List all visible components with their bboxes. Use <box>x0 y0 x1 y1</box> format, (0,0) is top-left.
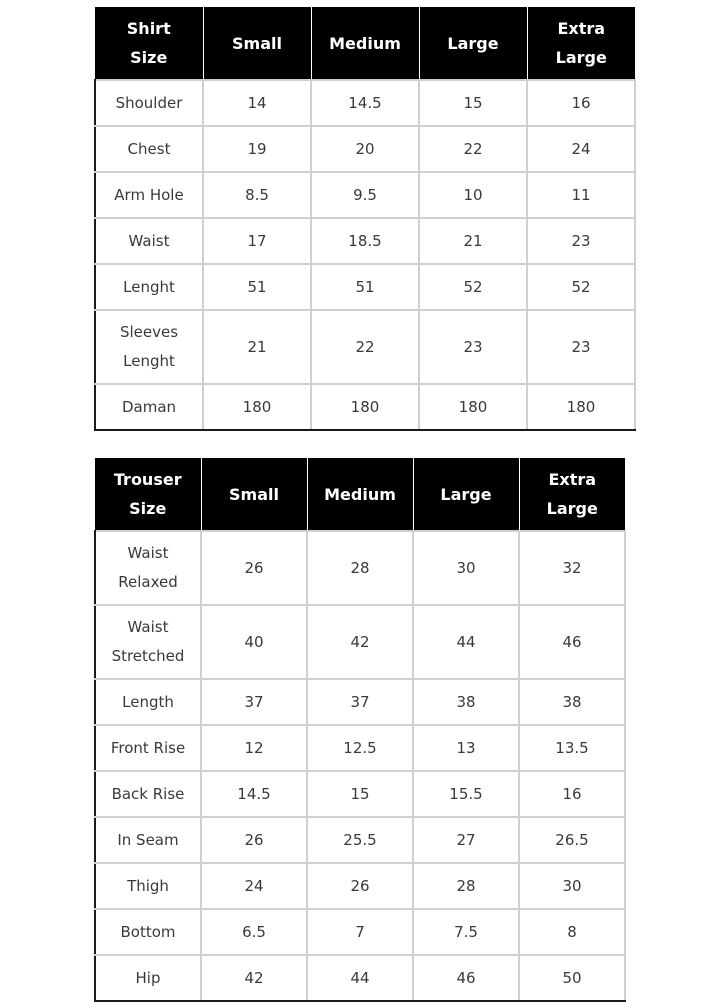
measurement-value: 52 <box>419 264 527 310</box>
measurement-label: Hip <box>95 955 201 1001</box>
measurement-value: 30 <box>519 863 625 909</box>
table-row <box>95 679 625 725</box>
measurement-label: Front Rise <box>95 725 201 771</box>
measurement-value: 26 <box>201 817 307 863</box>
measurement-label: Lenght <box>95 264 203 310</box>
measurement-value: 15 <box>419 80 527 126</box>
table-row <box>95 80 635 126</box>
trouser-size-table <box>94 458 626 1002</box>
measurement-value: 32 <box>519 531 625 605</box>
measurement-label: Back Rise <box>95 771 201 817</box>
shirt-header-cell: Extra Large <box>527 7 635 80</box>
shirt-header-cell: Small <box>203 7 311 80</box>
measurement-value: 24 <box>527 126 635 172</box>
shirt-size-table <box>94 7 636 431</box>
trouser-header-cell: Extra Large <box>519 458 625 531</box>
measurement-value: 13 <box>413 725 519 771</box>
table-row <box>95 863 625 909</box>
measurement-label: Thigh <box>95 863 201 909</box>
measurement-value: 20 <box>311 126 419 172</box>
measurement-value: 42 <box>201 955 307 1001</box>
measurement-value: 9.5 <box>311 172 419 218</box>
measurement-value: 37 <box>307 679 413 725</box>
table-row <box>95 909 625 955</box>
measurement-value: 21 <box>203 310 311 384</box>
measurement-value: 14.5 <box>311 80 419 126</box>
measurement-value: 22 <box>419 126 527 172</box>
measurement-value: 26 <box>307 863 413 909</box>
measurement-value: 51 <box>203 264 311 310</box>
measurement-value: 17 <box>203 218 311 264</box>
measurement-value: 46 <box>413 955 519 1001</box>
shirt-header-cell: Large <box>419 7 527 80</box>
measurement-value: 26.5 <box>519 817 625 863</box>
measurement-value: 46 <box>519 605 625 679</box>
table-row <box>95 605 625 679</box>
measurement-value: 15 <box>307 771 413 817</box>
table-row <box>95 126 635 172</box>
measurement-label: Chest <box>95 126 203 172</box>
measurement-value: 50 <box>519 955 625 1001</box>
measurement-value: 19 <box>203 126 311 172</box>
measurement-label: Waist <box>95 218 203 264</box>
measurement-value: 16 <box>527 80 635 126</box>
measurement-label: In Seam <box>95 817 201 863</box>
measurement-value: 38 <box>519 679 625 725</box>
measurement-value: 11 <box>527 172 635 218</box>
shirt-header-row <box>95 7 635 80</box>
measurement-label: Shoulder <box>95 80 203 126</box>
measurement-value: 24 <box>201 863 307 909</box>
trouser-header-cell: Medium <box>307 458 413 531</box>
measurement-value: 38 <box>413 679 519 725</box>
measurement-label: Waist Stretched <box>95 605 201 679</box>
measurement-label: Arm Hole <box>95 172 203 218</box>
measurement-label: Daman <box>95 384 203 430</box>
measurement-value: 180 <box>203 384 311 430</box>
table-row <box>95 310 635 384</box>
measurement-value: 27 <box>413 817 519 863</box>
table-row <box>95 384 635 430</box>
measurement-value: 12 <box>201 725 307 771</box>
measurement-value: 23 <box>527 218 635 264</box>
measurement-value: 30 <box>413 531 519 605</box>
table-row <box>95 955 625 1001</box>
table-row <box>95 771 625 817</box>
measurement-value: 25.5 <box>307 817 413 863</box>
shirt-header-cell: Shirt Size <box>95 7 203 80</box>
table-row <box>95 264 635 310</box>
measurement-label: Sleeves Lenght <box>95 310 203 384</box>
measurement-value: 180 <box>419 384 527 430</box>
measurement-value: 12.5 <box>307 725 413 771</box>
measurement-value: 8 <box>519 909 625 955</box>
measurement-value: 22 <box>311 310 419 384</box>
measurement-value: 28 <box>413 863 519 909</box>
trouser-body <box>95 531 625 1001</box>
measurement-value: 10 <box>419 172 527 218</box>
measurement-value: 40 <box>201 605 307 679</box>
table-row <box>95 531 625 605</box>
measurement-value: 7.5 <box>413 909 519 955</box>
measurement-value: 14.5 <box>201 771 307 817</box>
measurement-value: 180 <box>527 384 635 430</box>
shirt-body <box>95 80 635 430</box>
measurement-value: 28 <box>307 531 413 605</box>
measurement-value: 26 <box>201 531 307 605</box>
measurement-value: 8.5 <box>203 172 311 218</box>
measurement-value: 180 <box>311 384 419 430</box>
table-row <box>95 218 635 264</box>
trouser-header-row <box>95 458 625 531</box>
trouser-header-cell: Large <box>413 458 519 531</box>
table-row <box>95 817 625 863</box>
measurement-value: 15.5 <box>413 771 519 817</box>
measurement-value: 52 <box>527 264 635 310</box>
table-row <box>95 172 635 218</box>
measurement-value: 23 <box>527 310 635 384</box>
measurement-value: 42 <box>307 605 413 679</box>
measurement-value: 23 <box>419 310 527 384</box>
measurement-label: Length <box>95 679 201 725</box>
measurement-value: 7 <box>307 909 413 955</box>
measurement-label: Waist Relaxed <box>95 531 201 605</box>
trouser-header-cell: Small <box>201 458 307 531</box>
trouser-header-cell: Trouser Size <box>95 458 201 531</box>
measurement-value: 21 <box>419 218 527 264</box>
measurement-value: 16 <box>519 771 625 817</box>
shirt-header-cell: Medium <box>311 7 419 80</box>
measurement-value: 6.5 <box>201 909 307 955</box>
measurement-label: Bottom <box>95 909 201 955</box>
measurement-value: 44 <box>307 955 413 1001</box>
table-row <box>95 725 625 771</box>
measurement-value: 18.5 <box>311 218 419 264</box>
measurement-value: 13.5 <box>519 725 625 771</box>
measurement-value: 44 <box>413 605 519 679</box>
measurement-value: 51 <box>311 264 419 310</box>
measurement-value: 14 <box>203 80 311 126</box>
measurement-value: 37 <box>201 679 307 725</box>
